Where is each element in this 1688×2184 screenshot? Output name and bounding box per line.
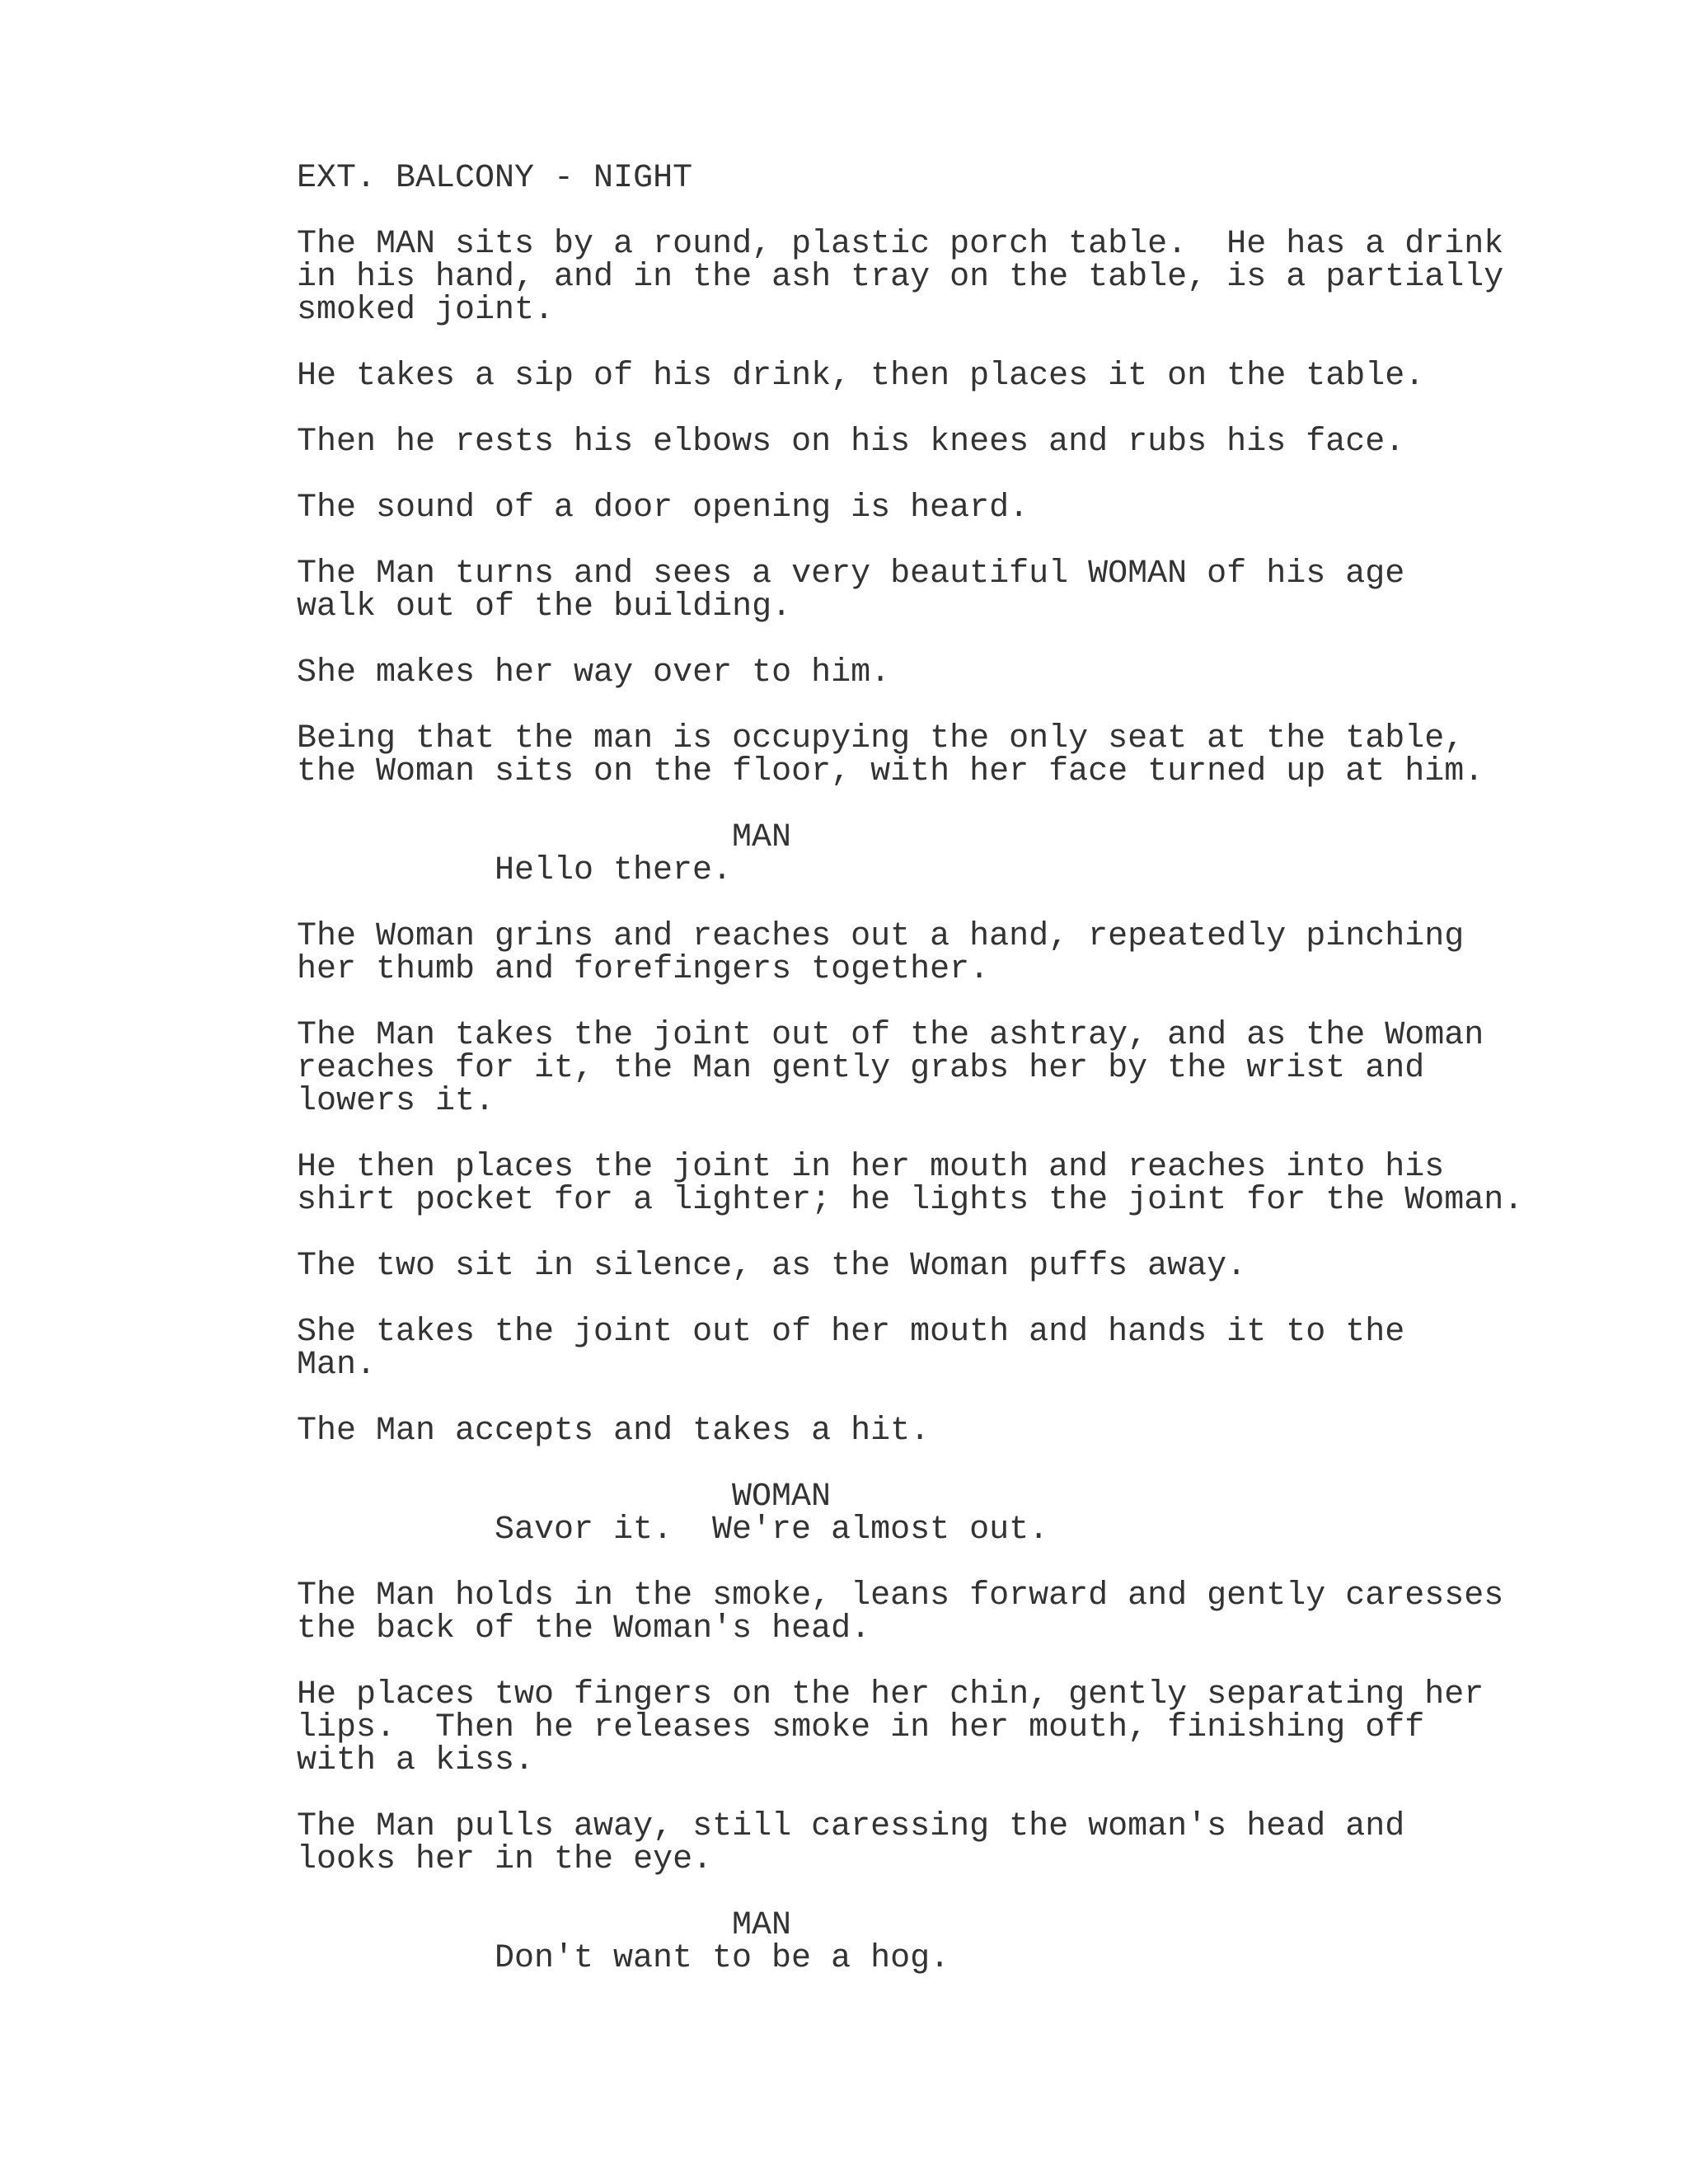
action-block <box>297 720 1582 790</box>
action-line: The two sit in silence, as the Woman puffs away. <box>297 1248 1247 1285</box>
action-line: She makes her way over to him. <box>297 654 891 691</box>
action-block <box>297 1151 1582 1217</box>
action-line: Then he rests his elbows on his knees and rubs his face. <box>297 424 1405 461</box>
action-line: She takes the joint out of her mouth and hands it to the <box>297 1314 1405 1351</box>
dialogue-block <box>297 1481 1582 1547</box>
dialogue-line: Savor it. We're almost out. <box>495 1511 1049 1549</box>
action-line: lowers it. <box>297 1083 495 1120</box>
dialogue-line: Don't want to be a hog. <box>495 1940 950 1977</box>
action-line: in his hand, and in the ash tray on the table, is a partially <box>297 259 1504 296</box>
action-line: the back of the Woman's head. <box>297 1610 871 1647</box>
action-line: shirt pocket for a lighter; he lights the joint for the Woman. <box>297 1182 1524 1219</box>
action-block <box>297 1577 1582 1647</box>
action-line: The Man holds in the smoke, leans forward and gently caresses <box>297 1577 1504 1615</box>
action-block <box>297 426 1582 459</box>
action-line: The Man pulls away, still caressing the woman's head and <box>297 1808 1405 1845</box>
action-line: looks her in the eye. <box>297 1841 713 1878</box>
action-line: The Man accepts and takes a hit. <box>297 1413 931 1450</box>
action-line: He takes a sip of his drink, then places it on the table. <box>297 358 1425 395</box>
scene-heading: EXT. BALCONY - NIGHT <box>297 160 693 197</box>
action-line: the Woman sits on the floor, with her face turned up at him. <box>297 753 1484 790</box>
action-block <box>297 492 1582 525</box>
action-line: The Man turns and sees a very beautiful WOMAN of his age <box>297 555 1405 593</box>
action-block <box>297 654 1582 691</box>
action-block <box>297 1808 1582 1878</box>
character-name: WOMAN <box>732 1479 832 1516</box>
screenplay-body <box>297 162 1582 1975</box>
action-line: with a kiss. <box>297 1742 535 1779</box>
action-line: reaches for it, the Man gently grabs her by the wrist and <box>297 1050 1425 1087</box>
action-line: He places two fingers on the her chin, gently separating her <box>297 1676 1484 1713</box>
action-block <box>297 918 1582 988</box>
character-name: MAN <box>732 1907 792 1944</box>
dialogue-block <box>297 819 1582 889</box>
action-block <box>297 1316 1582 1382</box>
action-line: Being that the man is occupying the only seat at the table, <box>297 720 1465 757</box>
action-block <box>297 1676 1582 1779</box>
action-block <box>297 1019 1582 1118</box>
action-line: her thumb and forefingers together. <box>297 951 990 988</box>
action-block <box>297 555 1582 626</box>
action-block <box>297 360 1582 393</box>
action-block <box>297 228 1582 327</box>
action-line: The MAN sits by a round, plastic porch table. He has a drink <box>297 226 1504 263</box>
character-name: MAN <box>732 819 792 856</box>
dialogue-block <box>297 1907 1582 1977</box>
action-line: The Woman grins and reaches out a hand, repeatedly pinching <box>297 918 1465 955</box>
action-line: Man. <box>297 1347 377 1384</box>
action-line: walk out of the building. <box>297 588 792 626</box>
action-block <box>297 1415 1582 1448</box>
action-line: He then places the joint in her mouth and reaches into his <box>297 1149 1445 1186</box>
action-block <box>297 1250 1582 1283</box>
action-line: lips. Then he releases smoke in her mouth, finishing off <box>297 1709 1425 1746</box>
action-line: The Man takes the joint out of the ashtray, and as the Woman <box>297 1017 1484 1054</box>
action-line: smoked joint. <box>297 292 555 329</box>
action-line: The sound of a door opening is heard. <box>297 490 1029 527</box>
dialogue-line: Hello there. <box>495 852 733 889</box>
